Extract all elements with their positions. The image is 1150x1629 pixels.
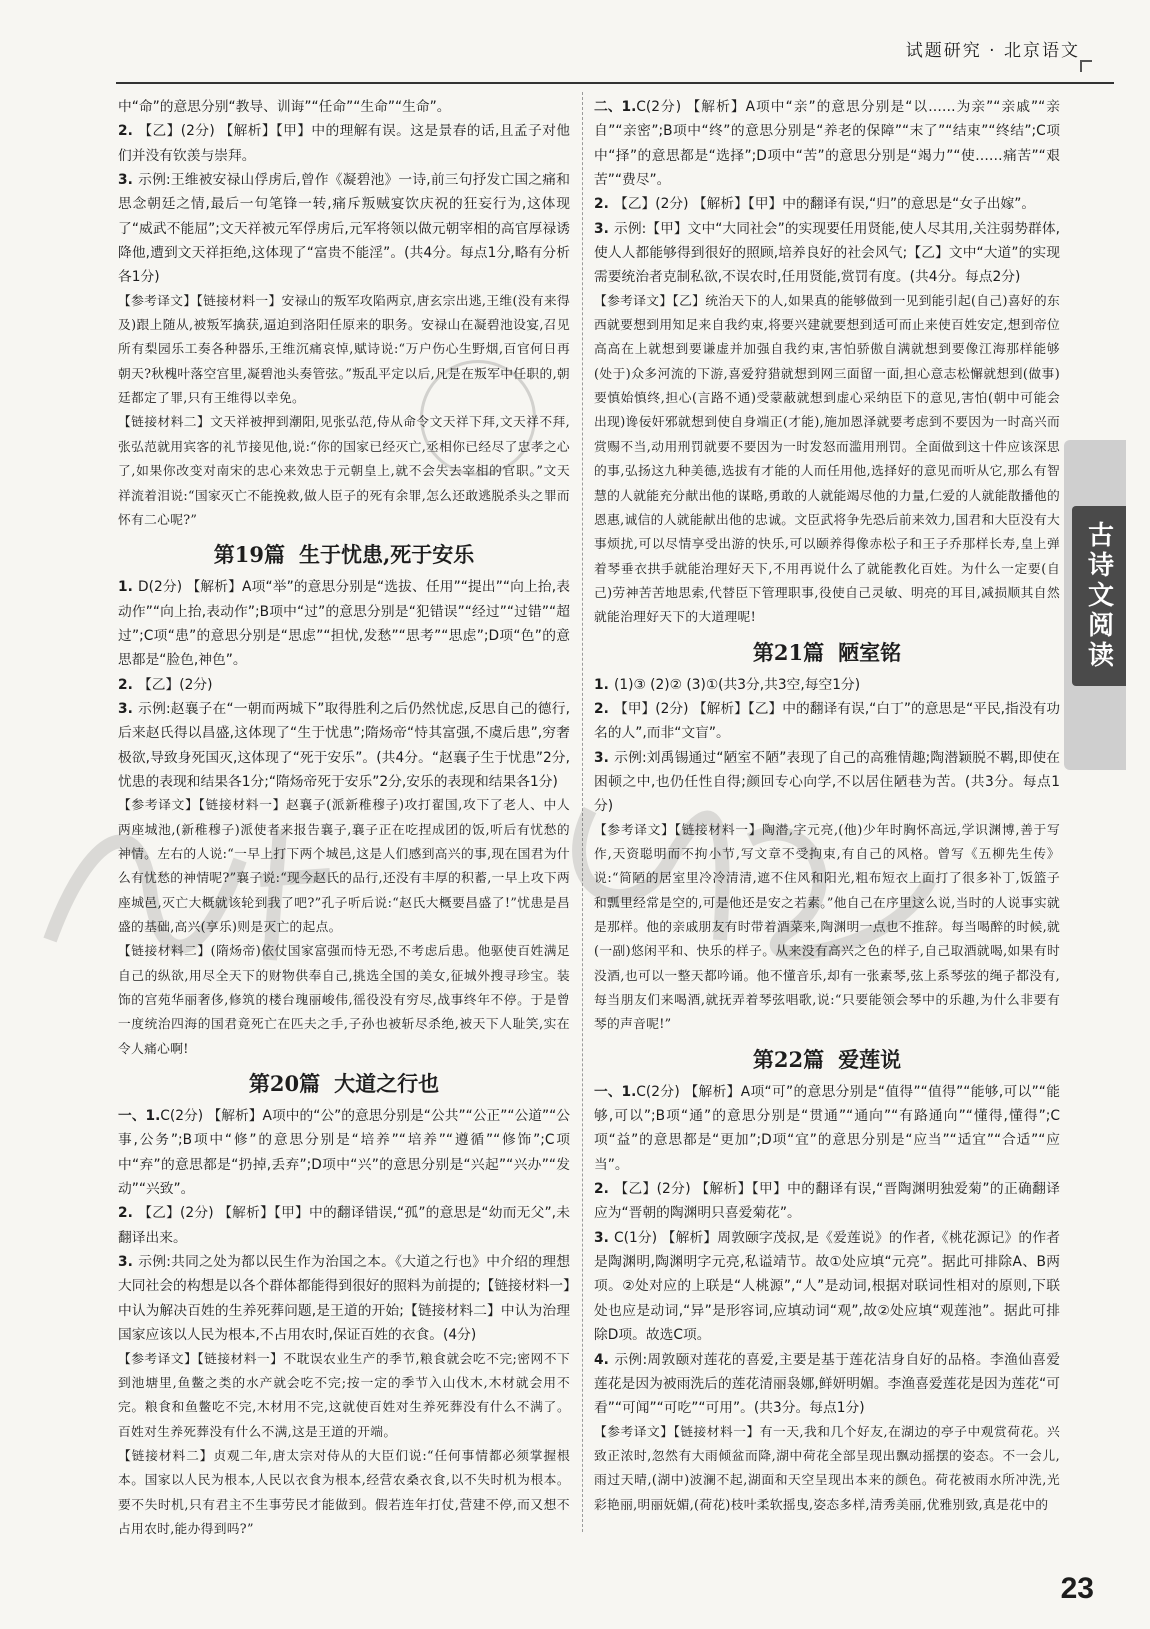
- item-number: 3.: [118, 172, 133, 189]
- item-text: 示例:共同之处为都以民生作为治国之本。《大道之行也》中介绍的理想大同社会的构想是以各个群体都能得到很好的照料为前提的;【链接材料一】中认为解决百姓的生养死葬问题,是王道的开始;【链接材料二】中认为治理国家应该以人民为根本,不占用农时,保证百姓的衣食。(4分): [118, 1254, 570, 1344]
- item-text: 中“命”的意思分别“教导、训诲”“任命”“生命”“生命”。: [118, 99, 451, 115]
- item-text: 【参考译文】【乙】统治天下的人,如果真的能够做到一见到能引起(自己)喜好的东西就要想到用知足来自我约束,将要兴建就要想到适可而止来使百姓安定,想到帝位高高在上就想到要谦虚并加强自我约束,害怕骄傲自满就想到要像江海那样能够(处于)众多河流的下游,喜爱狩猎就想到网三面留一面,担心意志松懈就想到(做事)要慎始慎终,担心(言路不通)受蒙蔽就想到虚心采纳臣下的意见,害怕(朝中可能会出现)谗佞奸邪就想到使自身端正(才能),施加恩泽就要考虑到不要因为一时高兴而赏赐不当,动用刑罚就要不要因为一时发怒而滥用刑罚。全面做到这十件应该深思的事,弘扬这九种美德,选拔有才能的人而任用他,选择好的意见而听从它,那么有智慧的人就能充分献出他的谋略,勇敢的人就能竭尽他的力量,仁爱的人就能散播他的恩惠,诚信的人就能献出他的忠诚。文臣武将争先恐后前来效力,国君和大臣没有大事烦扰,可以尽情享受出游的快乐,可以颐养得像赤松子和王子乔那样长寿,皇上弹着琴垂衣拱手就能治理好天下,不用再说什么了就能教化百姓。为什么一定要(自己)劳神苦苦地思索,代替臣下管理职事,役使自己灵敏、明亮的耳目,减损顺其自然就能治理好天下的大道理呢!: [594, 293, 1060, 626]
- answer-item: [594, 192, 1060, 216]
- translation-paragraph: [594, 819, 1060, 1038]
- section-side-tab: 古诗文阅读: [1072, 506, 1126, 686]
- answer-item: [118, 697, 570, 794]
- section-number: 第19篇: [213, 542, 285, 568]
- answer-item: [594, 697, 1060, 746]
- section-number: 第21篇: [752, 639, 825, 665]
- item-text: 【乙】(2分): [138, 676, 213, 693]
- item-text: D(2分) 【解析】A项“举”的意思分别是“选拔、任用”“提出”“向上抬,表动作”“向上抬,表动作”;B项中“过”的意思分别是“犯错误”“经过”“过错”“超过”;C项“患”的意思分别是“思虑”“担忧,发愁”“思考”“思虑”;D项“色”的意思都是“脸色,神色”。: [118, 579, 570, 669]
- answer-item: [594, 1177, 1060, 1226]
- answer-item: [594, 1348, 1060, 1421]
- item-text: 【乙】(2分) 【解析】【甲】中的翻译有误,“归”的意思是“女子出嫁”。: [614, 196, 1036, 213]
- item-text: 【参考译文】【链接材料一】不耽误农业生产的季节,粮食就会吃不完;密网不下到池塘里,鱼鳖之类的水产就会吃不完;按一定的季节入山伐木,木材就会用不完。粮食和鱼鳖吃不完,木材用不完,这就使百姓对生养死葬没有什么不满了。百姓对生养死葬没有什么不满,这是王道的开端。: [118, 1351, 570, 1440]
- item-number: 1.: [594, 676, 609, 693]
- section-title: [594, 1044, 1060, 1076]
- item-text: (1)③ (2)② (3)①(共3分,共3空,每空1分): [614, 676, 861, 693]
- translation-paragraph: [118, 290, 570, 412]
- translation-paragraph: [118, 411, 570, 533]
- item-text: C(2分) 【解析】A项中“亲”的意思分别是“以……为亲”“亲戚”“亲自”“亲密”;B项中“终”的意思分别是“养老的保障”“末了”“结束”“终结”;C项中“择”的意思都是“选择”;D项中“苦”的意思分别是“竭力”“使……痛苦”“艰苦”“费尽”。: [594, 99, 1060, 189]
- item-number: 3.: [594, 749, 609, 766]
- translation-paragraph: [594, 290, 1060, 631]
- answer-item: [594, 1226, 1060, 1348]
- section-heading-text: 陋室铭: [838, 639, 902, 665]
- translation-paragraph: [118, 1348, 570, 1445]
- item-number: 3.: [118, 1254, 133, 1271]
- item-number: 2.: [118, 1205, 133, 1222]
- section-heading-text: 大道之行也: [334, 1071, 440, 1097]
- answer-item: [118, 673, 570, 697]
- item-text: 示例:刘禹锡通过“陋室不陋”表现了自己的高雅情趣;陶潜颖脱不羁,即使在困顿之中,也仍任性自得;颜回专心向学,不以居住陋巷为苦。(共3分。每点1分): [594, 749, 1060, 815]
- item-number: 2.: [594, 700, 609, 717]
- left-column: [118, 95, 570, 1542]
- item-text: 【参考译文】【链接材料一】赵襄子(派新稚穆子)攻打翟国,攻下了老人、中人两座城池,(新稚穆子)派使者来报告襄子,襄子正在吃捏成团的饭,听后有忧愁的神情。左右的人说:“一早上打下两个城邑,这是人们感到高兴的事,现在国君为什么有忧愁的神情呢?”襄子说:“现今赵氏的品行,还没有丰厚的积蓄,一早上攻下两座城邑,灭亡大概就该轮到我了吧?”孔子听后说:“赵氏大概要昌盛了!”忧患是昌盛的基础,高兴(享乐)则是灭亡的起点。: [118, 798, 570, 935]
- translation-paragraph: [594, 1421, 1060, 1518]
- item-text: 【乙】(2分) 【解析】【甲】中的翻译有误,“晋陶渊明独爱菊”的正确翻译应为“晋朝的陶渊明只喜爱菊花”。: [594, 1181, 1060, 1222]
- right-column: [594, 95, 1060, 1518]
- section-heading-text: 生于忧患,死于安乐: [298, 542, 475, 568]
- item-number: 2.: [594, 196, 609, 213]
- item-text: 【甲】(2分) 【解析】【乙】中的翻译有误,“白丁”的意思是“平民,指没有功名的人”,而非“文盲”。: [594, 700, 1060, 742]
- item-text: 【链接材料二】(隋炀帝)依仗国家富强而恃无恐,不考虑后患。他驱使百姓满足自己的纵欲,用尽全天下的财物供奉自己,挑选全国的美女,征城外搜寻珍宝。装饰的宫苑华丽奢侈,修筑的楼台瑰丽峻伟,徭役没有穷尽,战事终年不停。于是曾一度统治四海的国君竟死亡在匹夫之手,子孙也被斩尽杀绝,被天下人耻笑,实在令人痛心啊!: [118, 944, 570, 1057]
- answer-item: [594, 673, 1060, 697]
- section-title: [118, 539, 570, 571]
- corner-crop-mark: [1080, 60, 1092, 72]
- item-number: 一、1.: [118, 1108, 161, 1125]
- answer-item: [594, 1080, 1060, 1177]
- column-divider: [582, 92, 583, 1532]
- item-text: 示例:【甲】文中“大同社会”的实现要任用贤能,使人尽其用,关注弱势群体,使人人都能够得到很好的照顾,培养良好的社会风气;【乙】文中“大道”的实现需要统治者克制私欲,不误农时,任用贤能,赏罚有度。(共4分。每点2分): [594, 220, 1060, 286]
- answer-item: [594, 95, 1060, 192]
- section-title: [118, 1068, 570, 1100]
- section-title: [594, 637, 1060, 669]
- item-number: 3.: [594, 1229, 609, 1246]
- section-heading-text: 爱莲说: [838, 1046, 902, 1072]
- item-text: 示例:周敦颐对莲花的喜爱,主要是基于莲花洁身自好的品格。李渔仙喜爱莲花是因为被雨洗后的莲花清丽袅娜,鲜妍明媚。李渔喜爱莲花是因为莲花“可看”“可闻”“可吃”“可用”。(共3分。每点1分): [594, 1351, 1060, 1417]
- item-text: 示例:王维被安禄山俘虏后,曾作《凝碧池》一诗,前三句抒发亡国之痛和思念朝廷之情,最后一句笔锋一转,痛斥叛贼宴饮庆祝的狂妄行为,这体现了“威武不能屈”;文天祥被元军俘虏后,元军将领以做元朝宰相的高官厚禄诱降他,遭到文天祥拒绝,这体现了“富贵不能淫”。(共4分。每点1分,略有分析各1分): [118, 172, 570, 286]
- translation-paragraph: [118, 794, 570, 940]
- item-text: 【参考译文】【链接材料一】陶潜,字元亮,(他)少年时胸怀高远,学识渊博,善于写作,天资聪明而不拘小节,写文章不受拘束,有自己的风格。曾写《五柳先生传》说:“简陋的居室里冷冷清清,遮不住风和阳光,粗布短衣上面打了很多补丁,饭篮子和瓢里经常是空的,可是他还是安之若素。”他自己在序里这么说,当时的人说事实就是那样。他的亲戚朋友有时带着酒菜来,陶渊明一点也不推辞。每当喝醉的时候,就(一副)悠闲平和、快乐的样子。从来没有高兴之色的样子,自己取酒就喝,如果有时没酒,也可以一整天都吟诵。他不懂音乐,却有一张素琴,弦上系琴弦的绳子都没有,每当朋友们来喝酒,就抚弄着琴弦唱歌,说:“只要能领会琴中的乐趣,为什么非要有琴的声音呢!”: [594, 822, 1060, 1033]
- header-rule: [116, 82, 1114, 84]
- item-text: 【链接材料二】贞观二年,唐太宗对侍从的大臣们说:“任何事情都必须掌握根本。国家以人民为根本,人民以衣食为根本,经营农桑衣食,以不失时机为根本。要不失时机,只有君主不生事劳民才能做到。假若连年打仗,营建不停,而又想不占用农时,能办得到吗?”: [118, 1448, 570, 1537]
- item-number: 3.: [594, 220, 609, 237]
- answer-item: [118, 168, 570, 290]
- item-text: 【链接材料二】文天祥被押到潮阳,见张弘范,侍从命令文天祥下拜,文天祥不拜,张弘范就用宾客的礼节接见他,说:“你的国家已经灭亡,丞相你已经尽了忠孝之心了,如果你改变对南宋的忠心来效忠于元朝皇上,就不会失去宰相的官职。”文天祥流着泪说:“国家灭亡不能挽救,做人臣子的死有余罪,怎么还敢逃脱杀头之罪而怀有二心呢?”: [118, 415, 570, 528]
- item-number: 一、1.: [594, 1083, 637, 1100]
- section-number: 第20篇: [248, 1071, 321, 1097]
- item-text: 示例:赵襄子在“一朝而两城下”取得胜利之后仍然忧虑,反思自己的德行,后来赵氏得以昌盛,这体现了“生于忧患”;隋炀帝“恃其富强,不虞后患”,穷奢极欲,导致身死国灭,这体现了“死于安乐”。(共4分。“赵襄子生于忧患”2分,忧患的表现和结果各1分;“隋炀帝死于安乐”2分,安乐的表现和结果各1分): [118, 700, 570, 790]
- item-number: 1.: [118, 579, 133, 596]
- answer-item: [118, 1104, 570, 1201]
- answer-item: [118, 1201, 570, 1250]
- item-text: 【参考译文】【链接材料一】安禄山的叛军攻陷两京,唐玄宗出逃,王维(没有来得及)跟上随从,被叛军擒获,逼迫到洛阳任原来的职务。安禄山在凝碧池设宴,召见所有梨园乐工奏各种器乐,王维沉痛哀悼,赋诗说:“万户伤心生野烟,百官何日再朝天?秋槐叶落空宫里,凝碧池头奏管弦。”叛乱平定以后,凡是在叛军中任职的,朝廷都定了罪,只有王维得以幸免。: [118, 293, 570, 407]
- answer-item: [118, 119, 570, 168]
- item-number: 2.: [118, 123, 133, 140]
- item-number: 2.: [594, 1181, 609, 1198]
- item-number: 3.: [118, 700, 133, 717]
- running-header: 试题研究 · 北京语文: [905, 41, 1080, 61]
- answer-item: [118, 1250, 570, 1347]
- item-text: C(1分) 【解析】周敦颐字茂叔,是《爱莲说》的作者,《桃花源记》的作者是陶渊明,陶渊明字元亮,私谥靖节。故①处应填“元亮”。据此可排除A、B两项。②处对应的上联是“人桃源”,“人”是动词,根据对联词性相对的原则,下联处也应是动词,“异”是形容词,应填动词“观”,故②处应填“观莲池”。据此可排除D项。故选C项。: [594, 1229, 1060, 1344]
- page-number: 23: [1060, 1572, 1094, 1605]
- item-number: 二、1.: [594, 99, 637, 115]
- item-text: 【乙】(2分) 【解析】【甲】中的理解有误。这是景春的话,且孟子对他们并没有钦羡与崇拜。: [118, 123, 570, 164]
- answer-item: [118, 575, 570, 672]
- item-text: 【参考译文】【链接材料一】有一天,我和几个好友,在湖边的亭子中观赏荷花。兴致正浓时,忽然有大雨倾盆而降,湖中荷花全部呈现出飘动摇摆的姿态。不一会儿,雨过天晴,(湖中)波澜不起,湖面和天空呈现出本来的颜色。荷花被雨水所冲洗,光彩艳丽,明丽妩媚,(荷花)枝叶柔软摇曳,姿态多样,清秀美丽,优雅别致,真是花中的: [594, 1424, 1060, 1513]
- item-text: C(2分) 【解析】A项中的“公”的意思分别是“公共”“公正”“公道”“公事,公务”;B项中“修”的意思分别是“培养”“培养”“遵循”“修饰”;C项中“弃”的意思都是“扔掉,丢弃”;D项中“兴”的意思分别是“兴起”“兴办”“发动”“兴致”。: [118, 1108, 570, 1198]
- continued-paragraph: [118, 95, 570, 119]
- item-number: 2.: [118, 676, 133, 693]
- answer-item: [594, 746, 1060, 819]
- item-number: 4.: [594, 1351, 609, 1368]
- item-text: 【乙】(2分) 【解析】【甲】中的翻译错误,“孤”的意思是“幼而无父”,未翻译出来。: [118, 1205, 570, 1246]
- answer-item: [594, 217, 1060, 290]
- section-number: 第22篇: [752, 1046, 825, 1072]
- translation-paragraph: [118, 1445, 570, 1542]
- item-text: C(2分) 【解析】A项“可”的意思分别是“值得”“值得”“能够,可以”“能够,可以”;B项“通”的意思分别是“贯通”“通向”“有路通向”“懂得,懂得”;C项“益”的意思都是“更加”;D项“宜”的意思分别是“应当”“适宜”“合适”“应当”。: [594, 1083, 1060, 1173]
- translation-paragraph: [118, 940, 570, 1062]
